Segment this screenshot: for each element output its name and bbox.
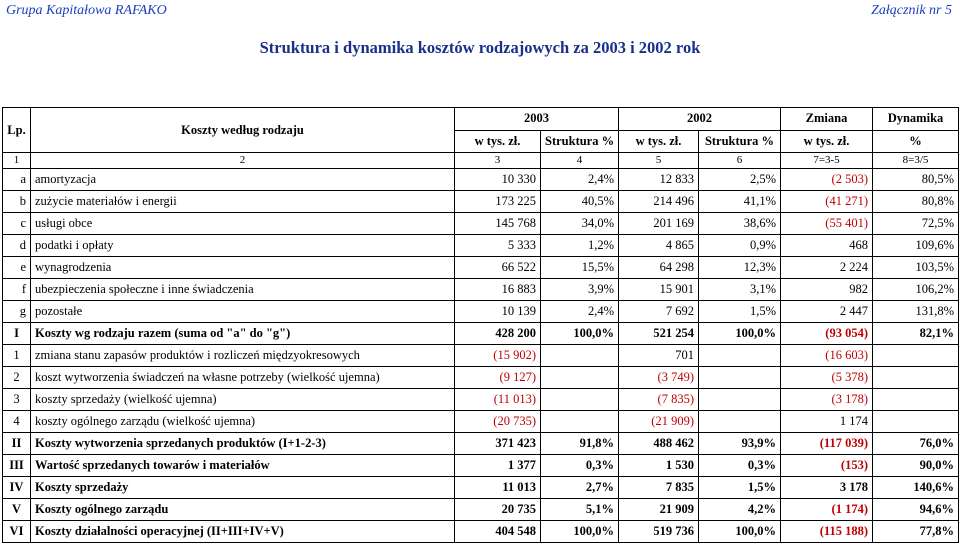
col-number: 8=3/5: [873, 153, 959, 169]
row-value-2002: 7 692: [619, 301, 699, 323]
row-structure-2003: 0,3%: [541, 455, 619, 477]
sub-header-2002-structure: Struktura %: [699, 130, 781, 153]
row-name: wynagrodzenia: [31, 257, 455, 279]
row-dynamics: 90,0%: [873, 455, 959, 477]
table-row: [3, 411, 959, 433]
row-structure-2003: 15,5%: [541, 257, 619, 279]
row-value-2003: 404 548: [455, 521, 541, 543]
row-name: zużycie materiałów i energii: [31, 191, 455, 213]
sub-header-dynamics: %: [873, 130, 959, 153]
year-2003-header: 2003: [455, 108, 619, 131]
row-change: 1 174: [781, 411, 873, 433]
row-lp: a: [3, 169, 31, 191]
row-value-2003: 145 768: [455, 213, 541, 235]
row-structure-2003: 1,2%: [541, 235, 619, 257]
row-change: (2 503): [781, 169, 873, 191]
row-value-2003: 11 013: [455, 477, 541, 499]
row-structure-2003: 34,0%: [541, 213, 619, 235]
row-lp: 3: [3, 389, 31, 411]
row-change: (3 178): [781, 389, 873, 411]
cost-table: [2, 107, 959, 543]
row-lp: 2: [3, 367, 31, 389]
row-structure-2002: [699, 389, 781, 411]
row-name: amortyzacja: [31, 169, 455, 191]
change-header: Zmiana: [781, 108, 873, 131]
row-structure-2002: 2,5%: [699, 169, 781, 191]
row-structure-2002: 100,0%: [699, 323, 781, 345]
row-change: (117 039): [781, 433, 873, 455]
row-dynamics: [873, 345, 959, 367]
col-number: 1: [3, 153, 31, 169]
row-value-2002: 701: [619, 345, 699, 367]
row-value-2002: 488 462: [619, 433, 699, 455]
col-number: 7=3-5: [781, 153, 873, 169]
row-dynamics: 94,6%: [873, 499, 959, 521]
row-lp: V: [3, 499, 31, 521]
dynamics-header: Dynamika: [873, 108, 959, 131]
row-value-2003: 173 225: [455, 191, 541, 213]
row-structure-2002: 3,1%: [699, 279, 781, 301]
row-lp: IV: [3, 477, 31, 499]
row-change: 2 447: [781, 301, 873, 323]
row-change: (1 174): [781, 499, 873, 521]
col-number: 5: [619, 153, 699, 169]
row-structure-2002: 1,5%: [699, 477, 781, 499]
row-change: (93 054): [781, 323, 873, 345]
lp-header: Lp.: [3, 108, 31, 153]
col-number: 3: [455, 153, 541, 169]
row-lp: d: [3, 235, 31, 257]
row-structure-2002: 100,0%: [699, 521, 781, 543]
row-structure-2003: 100,0%: [541, 521, 619, 543]
row-value-2002: 519 736: [619, 521, 699, 543]
row-structure-2003: 2,7%: [541, 477, 619, 499]
row-change: 982: [781, 279, 873, 301]
row-value-2003: 20 735: [455, 499, 541, 521]
row-dynamics: 82,1%: [873, 323, 959, 345]
row-structure-2003: [541, 389, 619, 411]
row-structure-2002: [699, 367, 781, 389]
row-lp: I: [3, 323, 31, 345]
row-value-2003: (15 902): [455, 345, 541, 367]
row-change: 3 178: [781, 477, 873, 499]
row-dynamics: 80,8%: [873, 191, 959, 213]
table-row: [3, 455, 959, 477]
row-name: Koszty wg rodzaju razem (suma od "a" do "g"): [31, 323, 455, 345]
row-dynamics: 72,5%: [873, 213, 959, 235]
company-name: Grupa Kapitałowa RAFAKO: [6, 3, 167, 18]
row-value-2002: 201 169: [619, 213, 699, 235]
row-lp: f: [3, 279, 31, 301]
row-lp: e: [3, 257, 31, 279]
row-name: koszty sprzedaży (wielkość ujemna): [31, 389, 455, 411]
row-lp: b: [3, 191, 31, 213]
row-dynamics: 140,6%: [873, 477, 959, 499]
row-value-2003: 16 883: [455, 279, 541, 301]
row-structure-2002: 1,5%: [699, 301, 781, 323]
row-value-2002: (7 835): [619, 389, 699, 411]
row-lp: II: [3, 433, 31, 455]
row-value-2003: 428 200: [455, 323, 541, 345]
row-structure-2003: [541, 367, 619, 389]
table-row: [3, 499, 959, 521]
row-dynamics: [873, 389, 959, 411]
col-number: 2: [31, 153, 455, 169]
table-row: [3, 389, 959, 411]
table-row: [3, 191, 959, 213]
row-name: usługi obce: [31, 213, 455, 235]
row-structure-2003: 2,4%: [541, 301, 619, 323]
col-number: 4: [541, 153, 619, 169]
row-lp: VI: [3, 521, 31, 543]
row-lp: c: [3, 213, 31, 235]
row-dynamics: 77,8%: [873, 521, 959, 543]
row-structure-2002: 4,2%: [699, 499, 781, 521]
row-structure-2002: 93,9%: [699, 433, 781, 455]
row-value-2003: (9 127): [455, 367, 541, 389]
row-structure-2002: 41,1%: [699, 191, 781, 213]
row-value-2003: 10 139: [455, 301, 541, 323]
row-change: (41 271): [781, 191, 873, 213]
row-value-2002: 1 530: [619, 455, 699, 477]
row-value-2003: 371 423: [455, 433, 541, 455]
row-value-2002: 12 833: [619, 169, 699, 191]
sub-header-2003-structure: Struktura %: [541, 130, 619, 153]
table-row: [3, 257, 959, 279]
row-structure-2003: 2,4%: [541, 169, 619, 191]
row-value-2003: 5 333: [455, 235, 541, 257]
row-lp: 1: [3, 345, 31, 367]
row-lp: 4: [3, 411, 31, 433]
row-value-2002: (3 749): [619, 367, 699, 389]
sub-header-2002-value: w tys. zł.: [619, 130, 699, 153]
row-name: ubezpieczenia społeczne i inne świadczenia: [31, 279, 455, 301]
row-name: Koszty sprzedaży: [31, 477, 455, 499]
row-dynamics: 106,2%: [873, 279, 959, 301]
row-structure-2003: 5,1%: [541, 499, 619, 521]
row-value-2002: 214 496: [619, 191, 699, 213]
row-value-2003: 1 377: [455, 455, 541, 477]
year-2002-header: 2002: [619, 108, 781, 131]
row-structure-2003: [541, 345, 619, 367]
row-name: koszt wytworzenia świadczeń na własne potrzeby (wielkość ujemna): [31, 367, 455, 389]
row-value-2003: 10 330: [455, 169, 541, 191]
row-dynamics: 131,8%: [873, 301, 959, 323]
table-row: [3, 235, 959, 257]
attachment-label: Załącznik nr 5: [871, 3, 952, 18]
table-row: [3, 301, 959, 323]
row-dynamics: 109,6%: [873, 235, 959, 257]
row-value-2003: (20 735): [455, 411, 541, 433]
row-change: (16 603): [781, 345, 873, 367]
table-row: [3, 521, 959, 543]
row-structure-2002: [699, 411, 781, 433]
row-structure-2003: 100,0%: [541, 323, 619, 345]
row-value-2003: 66 522: [455, 257, 541, 279]
page-title: Struktura i dynamika kosztów rodzajowych za 2003 i 2002 rok: [259, 38, 701, 57]
table-row: [3, 433, 959, 455]
row-structure-2003: 3,9%: [541, 279, 619, 301]
row-structure-2003: 40,5%: [541, 191, 619, 213]
row-change: (153): [781, 455, 873, 477]
row-name: pozostałe: [31, 301, 455, 323]
row-dynamics: 80,5%: [873, 169, 959, 191]
row-name: Wartość sprzedanych towarów i materiałów: [31, 455, 455, 477]
row-structure-2003: [541, 411, 619, 433]
row-value-2002: 521 254: [619, 323, 699, 345]
row-name: Koszty ogólnego zarządu: [31, 499, 455, 521]
table-row: [3, 169, 959, 191]
row-name: zmiana stanu zapasów produktów i rozliczeń międzyokresowych: [31, 345, 455, 367]
row-change: 2 224: [781, 257, 873, 279]
row-name: Koszty działalności operacyjnej (II+III+IV+V): [31, 521, 455, 543]
row-dynamics: [873, 367, 959, 389]
table-row: [3, 367, 959, 389]
row-value-2002: 4 865: [619, 235, 699, 257]
row-dynamics: 103,5%: [873, 257, 959, 279]
row-structure-2002: 0,3%: [699, 455, 781, 477]
sub-header-change-value: w tys. zł.: [781, 130, 873, 153]
table-row: [3, 323, 959, 345]
row-name: Koszty wytworzenia sprzedanych produktów (I+1-2-3): [31, 433, 455, 455]
row-value-2002: 64 298: [619, 257, 699, 279]
row-change: 468: [781, 235, 873, 257]
row-change: (115 188): [781, 521, 873, 543]
row-value-2002: (21 909): [619, 411, 699, 433]
row-value-2003: (11 013): [455, 389, 541, 411]
row-structure-2002: 12,3%: [699, 257, 781, 279]
table-row: [3, 345, 959, 367]
sub-header-2003-value: w tys. zł.: [455, 130, 541, 153]
table-row: [3, 213, 959, 235]
col-number: 6: [699, 153, 781, 169]
row-dynamics: [873, 411, 959, 433]
kind-header: Koszty według rodzaju: [31, 108, 455, 153]
row-lp: III: [3, 455, 31, 477]
row-dynamics: 76,0%: [873, 433, 959, 455]
row-change: (5 378): [781, 367, 873, 389]
row-value-2002: 21 909: [619, 499, 699, 521]
table-row: [3, 477, 959, 499]
row-structure-2002: 0,9%: [699, 235, 781, 257]
row-structure-2002: [699, 345, 781, 367]
row-value-2002: 7 835: [619, 477, 699, 499]
row-name: koszty ogólnego zarządu (wielkość ujemna): [31, 411, 455, 433]
row-name: podatki i opłaty: [31, 235, 455, 257]
row-value-2002: 15 901: [619, 279, 699, 301]
row-lp: g: [3, 301, 31, 323]
row-structure-2002: 38,6%: [699, 213, 781, 235]
row-change: (55 401): [781, 213, 873, 235]
row-structure-2003: 91,8%: [541, 433, 619, 455]
table-row: [3, 279, 959, 301]
